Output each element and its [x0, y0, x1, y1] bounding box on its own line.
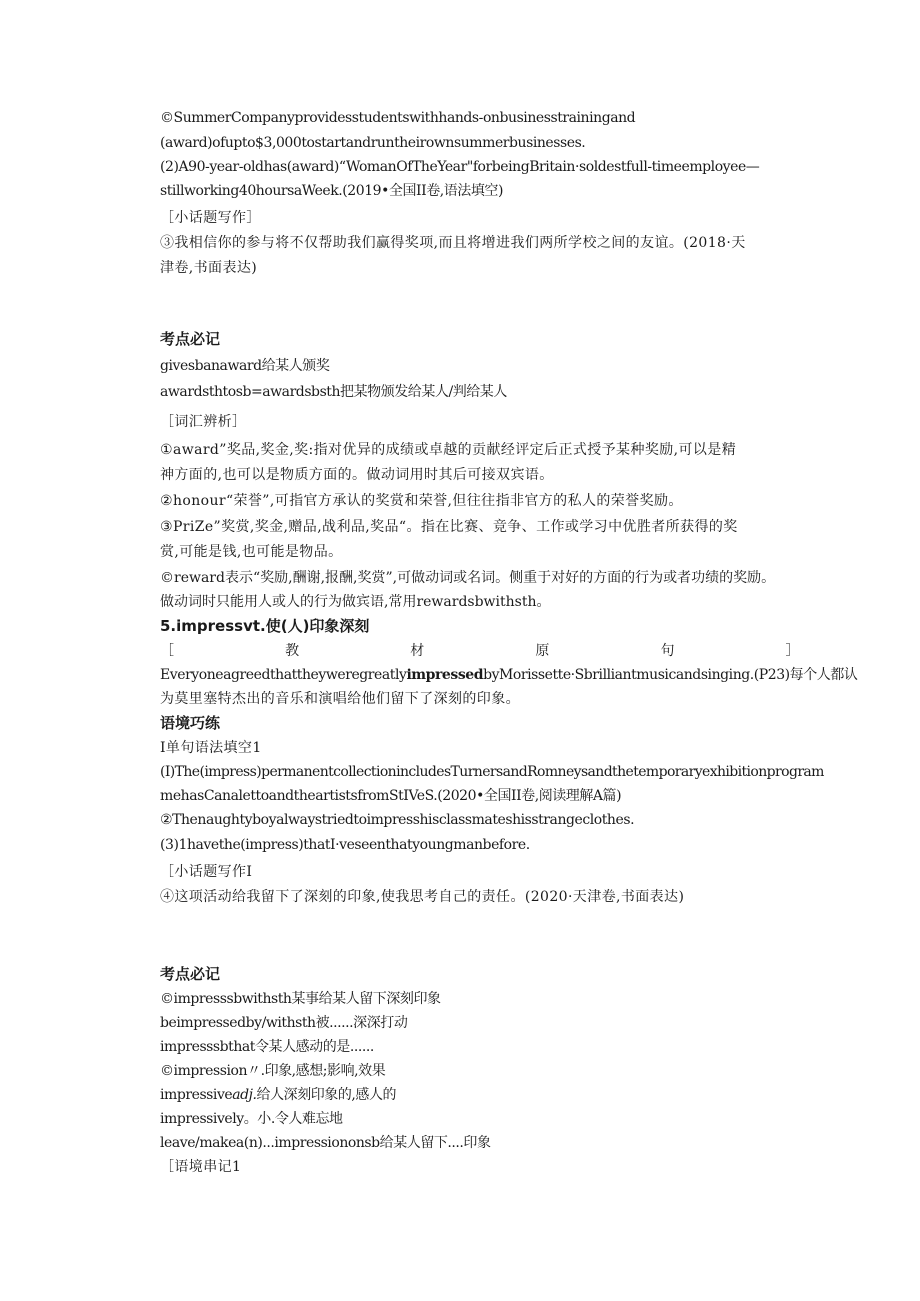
section-heading: 语境巧练	[160, 714, 221, 732]
exercise-line: (2)A90-year-oldhas(award)“WomanOfTheYear"forbeingBritain·soldestfull-timeemployee—	[160, 159, 760, 175]
source-char: 原	[535, 643, 550, 659]
exercise-line: mehasCanalettoandtheartistsfromStIVeS.(2020•全国II卷,阅读理解A篇)	[160, 788, 622, 804]
exercise-line: (I)The(impress)permanentcollectionincludesTurnersandRomneysandthetemporaryexhibitionprogram	[160, 764, 824, 780]
note-line: givesbanaward给某人颁奖	[160, 358, 330, 374]
source-label	[160, 641, 800, 661]
example-translation: 为莫里塞特杰出的音乐和演唱给他们留下了深刻的印象。	[160, 691, 520, 707]
note-line: ①award”奖品,奖金,奖:指对优异的成绩或卓越的贡献经评定后正式授予某种奖励,可以是精	[160, 442, 737, 458]
section-label: ［语境串记1	[160, 1159, 242, 1175]
note-line: impressively。小.令人难忘地	[160, 1111, 343, 1127]
section-label: ［词汇辨析］	[160, 414, 247, 430]
exercise-line: ©SummerCompanyprovidesstudentswithhands-onbusinesstrainingand	[160, 110, 636, 126]
exercise-line: (3)1havethe(impress)thatI·veseenthatyoungmanbefore.	[160, 837, 530, 853]
section-heading: 考点必记	[160, 330, 221, 348]
keyword-impressed: impressed	[406, 667, 484, 683]
note-line: ②honour“荣誉”,可指官方承认的奖赏和荣誉,但往往指非官方的私人的荣誉奖励。	[160, 493, 683, 509]
note-line: ©impression〃.印象,感想;影响,效果	[160, 1063, 386, 1079]
bracket-open: ［	[160, 643, 175, 659]
exercise-line: ③我相信你的参与将不仅帮助我们赢得奖项,而且将增进我们两所学校之间的友谊。(2018·天	[160, 235, 746, 251]
note-line: ©reward表示“奖励,酬谢,报酬,奖赏”,可做动词或名词。侧重于对好的方面的行为或者功绩的奖励。	[160, 570, 776, 586]
example-sentence: EveryoneagreedthattheyweregreatlyimpressedbyMorissette·Sbrilliantmusicandsinging.(P23)每个人都认	[160, 667, 858, 683]
section-label: I单句语法填空1	[160, 740, 262, 756]
note-line: 神方面的,也可以是物质方面的。做动词用时其后可接双宾语。	[160, 467, 554, 483]
exercise-line: ②Thenaughtyboyalwaystriedtoimpresshisclassmateshisstrangeclothes.	[160, 812, 635, 828]
source-char: 句	[660, 643, 675, 659]
note-line: 赏,可能是钱,也可能是物品。	[160, 544, 343, 560]
section-label: ［小话题写作I	[160, 864, 253, 880]
exercise-line: 津卷,书面表达)	[160, 260, 258, 276]
source-char: 教	[285, 643, 300, 659]
section-heading: 考点必记	[160, 965, 221, 983]
note-line: awardsthtosb=awardsbsth把某物颁发给某人/判给某人	[160, 384, 507, 400]
note-line: impresssbthat令某人感动的是......	[160, 1039, 374, 1055]
note-line: ③PriZe”奖赏,奖金,赠品,战利品,奖品“。指在比赛、竞争、工作或学习中优胜者所获得的奖	[160, 519, 738, 535]
note-line: impressiveadj.给人深刻印象的,感人的	[160, 1087, 397, 1103]
note-line: leave/makea(n)...impressiononsb给某人留下....印象	[160, 1135, 491, 1151]
note-line: ©impresssbwithsth某事给某人留下深刻印象	[160, 991, 441, 1007]
note-line: 做动词时只能用人或人的行为做宾语,常用rewardsbwithsth。	[160, 594, 551, 610]
section-label: ［小话题写作］	[160, 210, 261, 226]
exercise-line: (award)ofupto$3,000tostartandruntheirownsummerbusinesses.	[160, 135, 586, 151]
vocab-heading: 5.impressvt.使(人)印象深刻	[160, 617, 370, 635]
exercise-line: ④这项活动给我留下了深刻的印象,使我思考自己的责任。(2020·天津卷,书面表达)	[160, 889, 685, 905]
note-line: beimpressedby/withsth被......深深打动	[160, 1015, 408, 1031]
exercise-line: stillworking40hoursaWeek.(2019•全国II卷,语法填空)	[160, 183, 503, 199]
source-char: 材	[410, 643, 425, 659]
bracket-close: ］	[785, 643, 800, 659]
